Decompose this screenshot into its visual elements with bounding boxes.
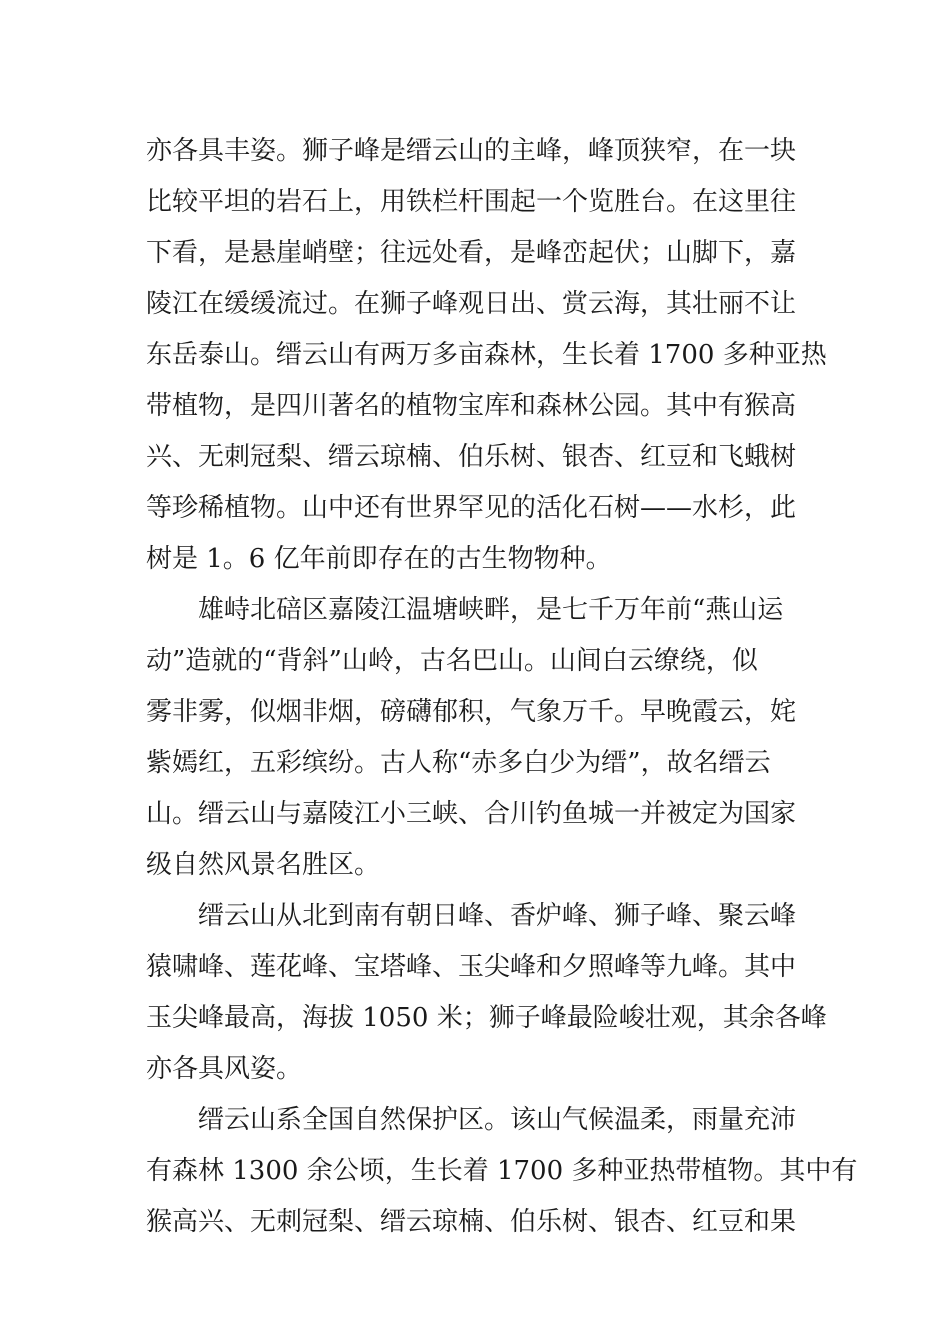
paragraph-first-line: 雄峙北碚区嘉陵江温塘峡畔，是七千万年前“燕山运 [198, 595, 784, 625]
text-line: 动”造就的“背斜”山岭，古名巴山。山间白云缭绕，似 [146, 646, 758, 676]
text-line: 玉尖峰最高，海拔 1050 米；狮子峰最险峻壮观，其余各峰 [146, 1003, 827, 1033]
text-line: 东岳泰山。缙云山有两万多亩森林，生长着 1700 多种亚热 [146, 340, 827, 370]
text-line: 山。缙云山与嘉陵江小三峡、合川钓鱼城一并被定为国家 [146, 799, 797, 829]
body-text [146, 126, 858, 1248]
paragraph-first-line: 缙云山从北到南有朝日峰、香炉峰、狮子峰、聚云峰 [198, 901, 797, 931]
text-line: 带植物，是四川著名的植物宝库和森林公园。其中有猴高 [146, 391, 797, 421]
text-line: 树是 1。6 亿年前即存在的古生物物种。 [146, 544, 612, 574]
text-line: 下看，是悬崖峭壁；往远处看，是峰峦起伏；山脚下，嘉 [146, 238, 797, 268]
text-line: 雾非雾，似烟非烟，磅礴郁积，气象万千。早晚霞云，姹 [146, 697, 797, 727]
text-line: 陵江在缓缓流过。在狮子峰观日出、赏云海，其壮丽不让 [146, 289, 797, 319]
text-line: 等珍稀植物。山中还有世界罕见的活化石树——水杉，此 [146, 493, 797, 523]
text-line: 级自然风景名胜区。 [146, 850, 381, 880]
text-line: 兴、无刺冠梨、缙云琼楠、伯乐树、银杏、红豆和飞蛾树 [146, 442, 797, 472]
text-line: 亦各具风姿。 [146, 1054, 303, 1084]
text-line: 亦各具丰姿。狮子峰是缙云山的主峰，峰顶狭窄，在一块 [146, 136, 797, 166]
paragraph-first-line: 缙云山系全国自然保护区。该山气候温柔，雨量充沛 [198, 1105, 797, 1135]
text-line: 猿啸峰、莲花峰、宝塔峰、玉尖峰和夕照峰等九峰。其中 [146, 952, 797, 982]
text-line: 紫嫣红，五彩缤纷。古人称“赤多白少为缙”，故名缙云 [146, 748, 771, 778]
text-line: 比较平坦的岩石上，用铁栏杆围起一个览胜台。在这里往 [146, 187, 797, 217]
text-line: 猴高兴、无刺冠梨、缙云琼楠、伯乐树、银杏、红豆和果 [146, 1207, 797, 1237]
text-line: 有森林 1300 余公顷，生长着 1700 多种亚热带植物。其中有 [146, 1156, 858, 1186]
